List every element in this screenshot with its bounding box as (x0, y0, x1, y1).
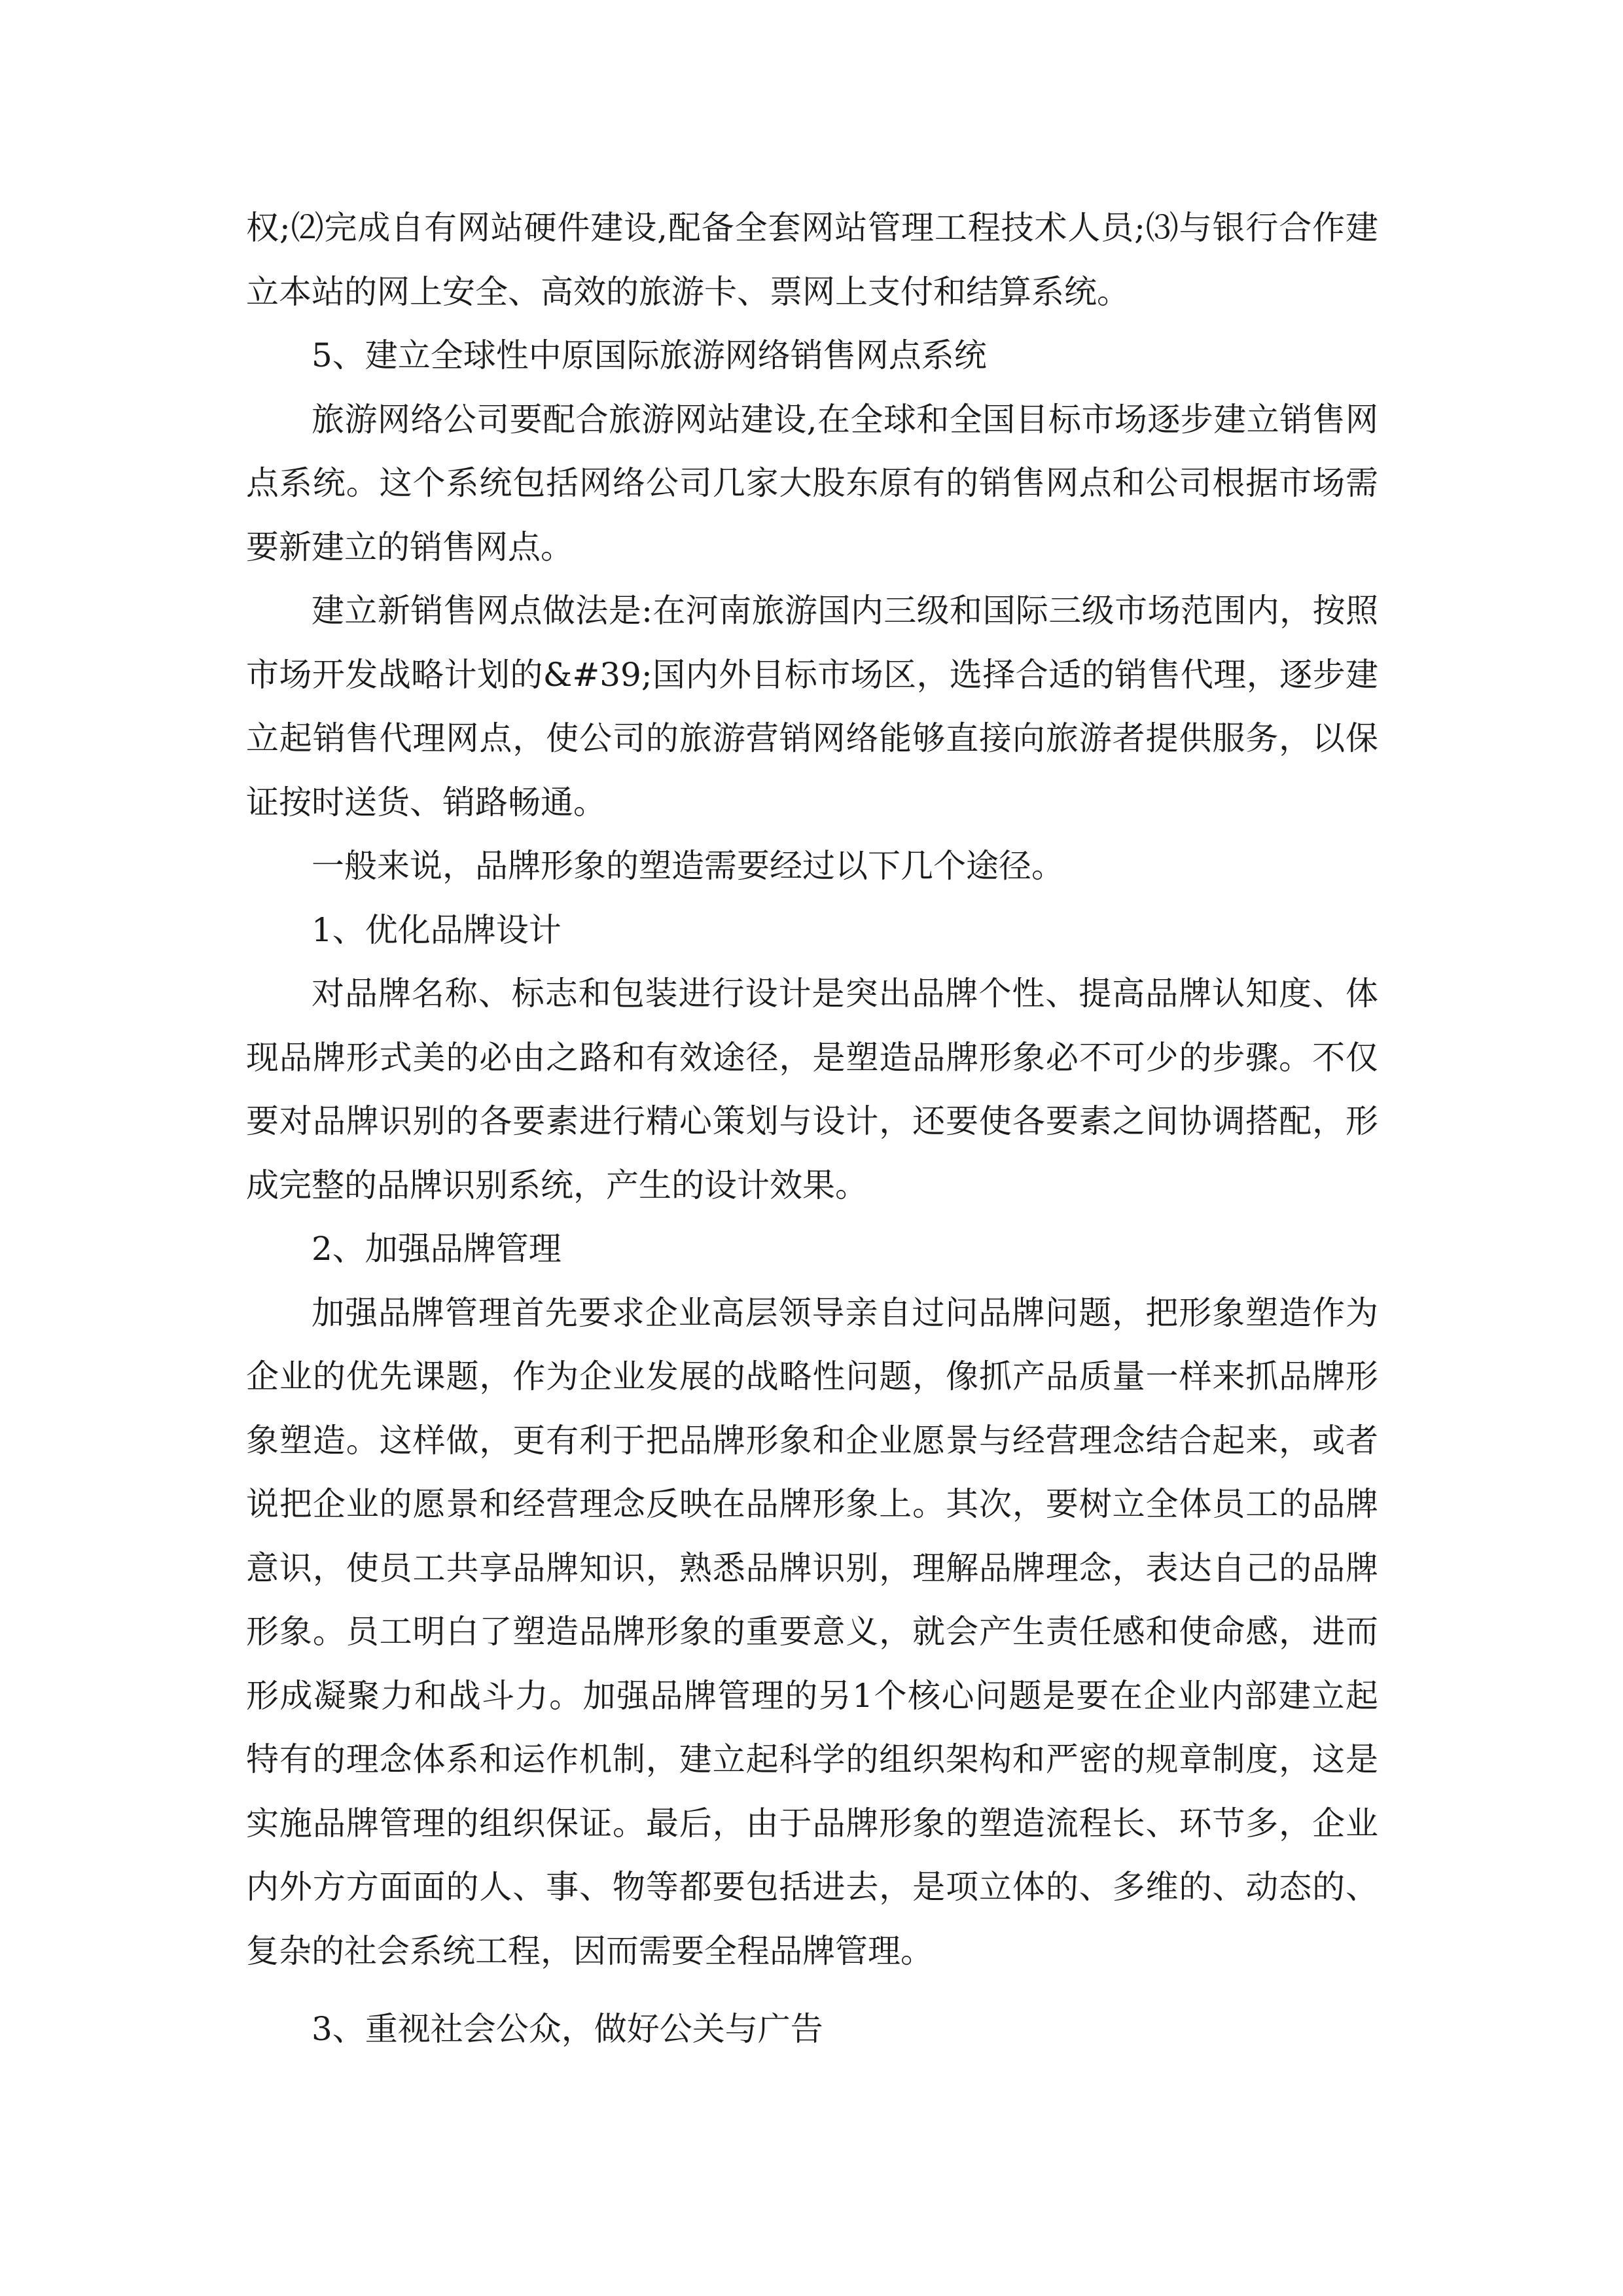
paragraph-new-sales-outlets: 建立新销售网点做法是:在河南旅游国内三级和国际三级市场范围内，按照市场开发战略计划的&#39;国内外目标市场区，选择合适的销售代理，逐步建立起销售代理网点，使公司的旅游营销网络能够直接向旅游者提供服务，以保证按时送货、销路畅通。 (246, 592, 1378, 821)
heading-2-strengthen-brand-management: 2、加强品牌管理 (312, 1230, 562, 1268)
document-body (246, 196, 1378, 2062)
heading-1-optimize-brand-design: 1、优化品牌设计 (312, 910, 562, 949)
paragraph-brand-design: 对品牌名称、标志和包装进行设计是突出品牌个性、提高品牌认知度、体现品牌形式美的必由之路和有效途径，是塑造品牌形象必不可少的步骤。不仅要对品牌识别的各要素进行精心策划与设计，还要使各要素之间协调搭配，形成完整的品牌识别系统，产生的设计效果。 (246, 975, 1378, 1204)
paragraph-continuation: 权;⑵完成自有网站硬件建设,配备全套网站管理工程技术人员;⑶与银行合作建立本站的网上安全、高效的旅游卡、票网上支付和结算系统。 (246, 209, 1378, 311)
paragraph-brand-image-intro: 一般来说，品牌形象的塑造需要经过以下几个途径。 (312, 847, 1064, 885)
paragraph-sales-network-system: 旅游网络公司要配合旅游网站建设,在全球和全国目标市场逐步建立销售网点系统。这个系统包括网络公司几家大股东原有的销售网点和公司根据市场需要新建立的销售网点。 (246, 400, 1378, 566)
heading-5-global-sales-network: 5、建立全球性中原国际旅游网络销售网点系统 (312, 336, 987, 374)
paragraph-brand-management: 加强品牌管理首先要求企业高层领导亲自过问品牌问题，把形象塑造作为企业的优先课题，作为企业发展的战略性问题，像抓产品质量一样来抓品牌形象塑造。这样做，更有利于把品牌形象和企业愿景与经营理念结合起来，或者说把企业的愿景和经营理念反映在品牌形象上。其次，要树立全体员工的品牌意识，使员工共享品牌知识，熟悉品牌识别，理解品牌理念，表达自己的品牌形象。员工明白了塑造品牌形象的重要意义，就会产生责任感和使命感，进而形成凝聚力和战斗力。加强品牌管理的另1个核心问题是要在企业内部建立起特有的理念体系和运作机制，建立起科学的组织架构和严密的规章制度，这是实施品牌管理的组织保证。最后，由于品牌形象的塑造流程长、环节多，企业内外方方面面的人、事、物等都要包括进去，是项立体的、多维的、动态的、复杂的社会系统工程，因而需要全程品牌管理。 (246, 1293, 1378, 1970)
heading-3-public-relations-advertising: 3、重视社会公众，做好公关与广告 (312, 2010, 823, 2048)
